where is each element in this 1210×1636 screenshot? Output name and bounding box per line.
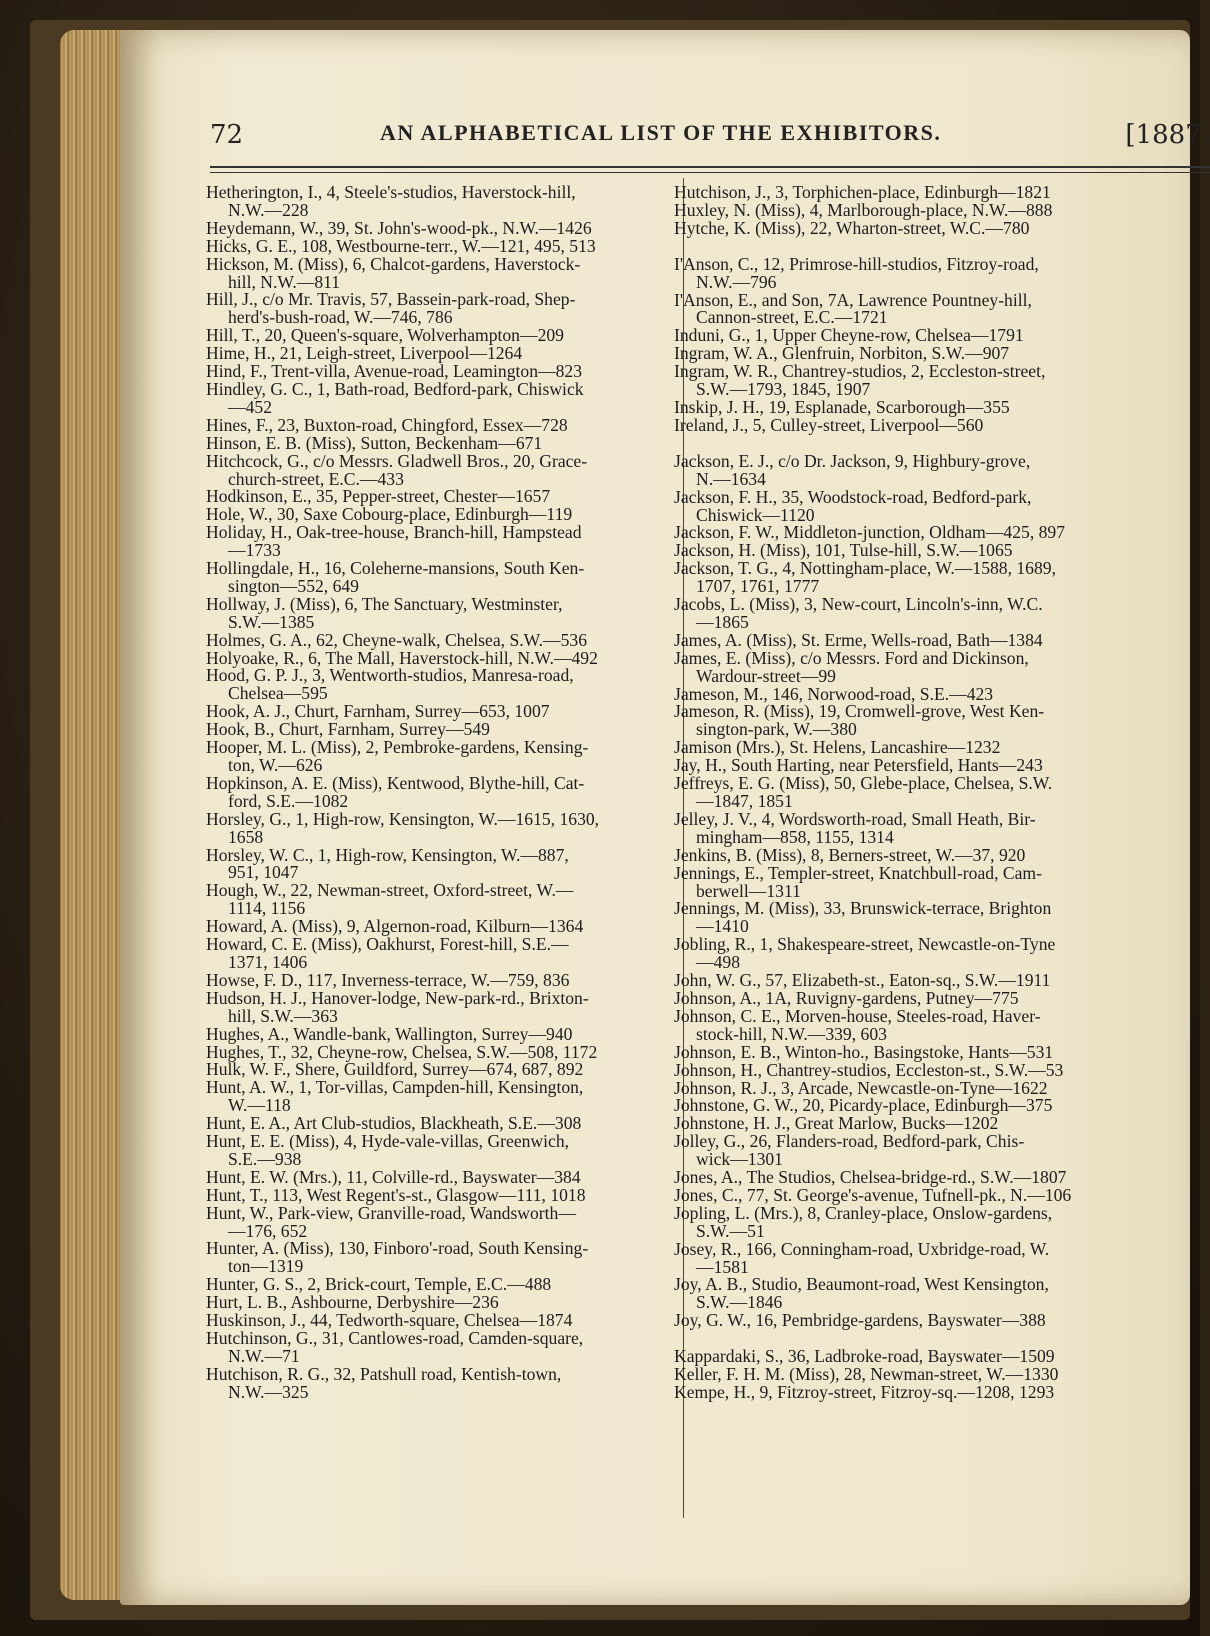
- exhibitor-entry: [206, 739, 672, 775]
- exhibitor-entry: [206, 987, 672, 1026]
- entry-line: Ingram, W. R., Chantrey-studios, 2, Eccleston-street,: [674, 361, 1046, 382]
- entry-continuation: S.E.—938: [228, 1148, 302, 1169]
- entry-continuation: N.W.—228: [228, 199, 309, 220]
- page-year: [1887.: [1125, 120, 1210, 150]
- entry-line: Hill, J., c/o Mr. Travis, 57, Bassein-park-road, Shep-: [206, 289, 576, 310]
- entry-continuation: stock-hill, N.W.—339, 603: [696, 1023, 887, 1044]
- entry-line: Johnson, H., Chantrey-studios, Eccleston-st., S.W.—53: [674, 1059, 1064, 1080]
- entry-line: Ireland, J., 5, Culley-street, Liverpool—560: [674, 414, 984, 435]
- exhibitor-entry: [674, 1312, 1152, 1330]
- entry-line: Hutchison, R. G., 32, Patshull road, Kentish-town,: [206, 1363, 562, 1384]
- entry-line: Hunt, W., Park-view, Granville-road, Wandsworth—: [206, 1202, 576, 1223]
- entry-line: Johnson, R. J., 3, Arcade, Newcastle-on-Tyne—1622: [674, 1077, 1048, 1098]
- entry-line: Hollingdale, H., 16, Coleherne-mansions, South Ken-: [206, 558, 585, 579]
- entry-line: Huxley, N. (Miss), 4, Marlborough-place, N.W.—888: [674, 199, 1053, 220]
- entry-line: Howard, A. (Miss), 9, Algernon-road, Kilburn—1364: [206, 916, 584, 937]
- exhibitor-entry: [674, 1041, 1152, 1062]
- exhibitor-entry: [206, 291, 672, 327]
- exhibitor-entry: [674, 1202, 1152, 1241]
- entry-line: Johnson, A., 1A, Ruvigny-gardens, Putney—775: [674, 987, 1019, 1008]
- entry-line: Induni, G., 1, Upper Cheyne-row, Chelsea—1791: [674, 325, 1024, 346]
- exhibitor-entry: [206, 629, 672, 650]
- entry-line: Jackson, F. H., 35, Woodstock-road, Bedford-park,: [674, 486, 1032, 507]
- right-column: [674, 184, 1152, 1402]
- entry-continuation: hill, S.W.—363: [228, 1005, 338, 1026]
- exhibitor-entry: [674, 1238, 1152, 1277]
- exhibitor-entry: [674, 936, 1152, 972]
- exhibitor-entry: [206, 414, 672, 435]
- entry-continuation: S.W.—1793, 1845, 1907: [696, 379, 871, 400]
- entry-continuation: sington-park, W.—380: [696, 719, 857, 740]
- exhibitor-entry: [674, 486, 1152, 525]
- entry-continuation: S.W.—1846: [696, 1292, 783, 1313]
- exhibitor-entry: [674, 900, 1152, 936]
- entry-line: Kappardaki, S., 36, Ladbroke-road, Bayswater—1509: [674, 1346, 1055, 1367]
- header-rule-thin: [210, 172, 1210, 173]
- entry-line: John, W. G., 57, Elizabeth-st., Eaton-sq., S.W.—1911: [674, 970, 1051, 991]
- entry-line: Hicks, G. E., 108, Westbourne-terr., W.—121, 495, 513: [206, 235, 596, 256]
- entry-line: Hulk, W. F., Shere, Guildford, Surrey—674, 687, 892: [206, 1059, 584, 1080]
- entry-continuation: wick—1301: [696, 1149, 783, 1170]
- exhibitor-entry: [206, 1023, 672, 1044]
- entry-continuation: Cannon-street, E.C.—1721: [696, 307, 888, 328]
- exhibitor-entry: [674, 1384, 1152, 1402]
- entry-continuation: church-street, E.C.—433: [228, 468, 404, 489]
- entry-line: Inskip, J. H., 19, Esplanade, Scarborough—355: [674, 396, 1010, 417]
- entry-line: Hunt, A. W., 1, Tor-villas, Campden-hill, Kensington,: [206, 1077, 584, 1098]
- entry-continuation: W.—118: [228, 1095, 291, 1116]
- entry-line: Jenkins, B. (Miss), 8, Berners-street, W.—37, 920: [674, 844, 1026, 865]
- entry-line: Ingram, W. A., Glenfruin, Norbiton, S.W.—907: [674, 343, 1010, 364]
- entry-continuation: —1581: [696, 1256, 749, 1277]
- exhibitor-entry: [206, 524, 672, 560]
- exhibitor-entry: [206, 378, 672, 417]
- entry-line: Johnstone, G. W., 20, Picardy-place, Edinburgh—375: [674, 1095, 1053, 1116]
- entry-line: Jeffreys, E. G. (Miss), 50, Glebe-place, Chelsea, S.W.: [674, 773, 1053, 794]
- entry-line: Hough, W., 22, Newman-street, Oxford-street, W.—: [206, 880, 574, 901]
- entry-line: Hudson, H. J., Hanover-lodge, New-park-rd., Brixton-: [206, 987, 589, 1008]
- entry-line: Jameson, M., 146, Norwood-road, S.E.—423: [674, 683, 994, 704]
- entry-line: Jolley, G., 26, Flanders-road, Bedford-park, Chis-: [674, 1131, 1025, 1152]
- entry-line: Horsley, W. C., 1, High-row, Kensington, W.—887,: [206, 844, 569, 865]
- printed-page: [120, 30, 1210, 1605]
- entry-continuation: Chiswick—1120: [696, 504, 815, 525]
- page-title: AN ALPHABETICAL LIST OF THE EXHIBITORS.: [380, 120, 942, 145]
- entry-line: Jones, A., The Studios, Chelsea-bridge-rd., S.W.—1807: [674, 1167, 1067, 1188]
- entry-line: Hunt, E. E. (Miss), 4, Hyde-vale-villas, Greenwich,: [206, 1131, 570, 1152]
- entry-continuation: —1733: [228, 540, 281, 561]
- entry-line: Joy, A. B., Studio, Beaumont-road, West Kensington,: [674, 1274, 1049, 1295]
- entry-continuation: berwell—1311: [696, 880, 801, 901]
- exhibitor-entry: [206, 253, 672, 292]
- entry-line: Hunt, E. W. (Mrs.), 11, Colville-rd., Bayswater—384: [206, 1166, 581, 1187]
- entry-line: Hughes, A., Wandle-bank, Wallington, Surrey—940: [206, 1023, 573, 1044]
- exhibitor-entry: [674, 703, 1152, 739]
- entry-continuation: ton, W.—626: [228, 755, 323, 775]
- entry-continuation: ton—1319: [228, 1256, 304, 1277]
- entry-continuation: 951, 1047: [228, 862, 299, 883]
- entry-line: Josey, R., 166, Conningham-road, Uxbridge-road, W.: [674, 1238, 1050, 1259]
- entry-continuation: S.W.—51: [696, 1220, 765, 1241]
- entry-line: Hood, G. P. J., 3, Wentworth-studios, Manresa-road,: [206, 665, 574, 686]
- exhibitor-entry: [206, 593, 672, 632]
- entry-line: Jackson, F. W., Middleton-junction, Oldham—425, 897: [674, 522, 1066, 543]
- entry-continuation: Wardour-street—99: [696, 665, 836, 686]
- entry-continuation: mingham—858, 1155, 1314: [696, 826, 894, 847]
- entry-line: Hunt, E. A., Art Club-studios, Blackheath, S.E.—308: [206, 1113, 582, 1134]
- entry-line: Hollway, J. (Miss), 6, The Sanctuary, Westminster,: [206, 593, 563, 614]
- entry-line: Holiday, H., Oak-tree-house, Branch-hill, Hampstead: [206, 522, 582, 543]
- entry-continuation: 1658: [228, 826, 264, 847]
- entry-line: Hinson, E. B. (Miss), Sutton, Beckenham—671: [206, 432, 543, 453]
- entry-continuation: N.—1634: [696, 468, 766, 489]
- exhibitor-entry: [674, 363, 1152, 399]
- entry-line: Howard, C. E. (Miss), Oakhurst, Forest-hill, S.E.—: [206, 934, 569, 955]
- exhibitor-entry: [206, 450, 672, 489]
- exhibitor-entry: [674, 844, 1152, 865]
- exhibitor-entry: [206, 1202, 672, 1241]
- entry-line: Keller, F. H. M. (Miss), 28, Newman-street, W.—1330: [674, 1364, 1059, 1385]
- entry-line: Hickson, M. (Miss), 6, Chalcot-gardens, Haverstock-: [206, 253, 581, 274]
- exhibitor-entry: [674, 217, 1152, 238]
- exhibitor-entry: [674, 1059, 1152, 1080]
- entry-line: Hill, T., 20, Queen's-square, Wolverhampton—209: [206, 325, 564, 346]
- entry-line: Holmes, G. A., 62, Cheyne-walk, Chelsea, S.W.—536: [206, 629, 587, 650]
- entry-line: Jackson, H. (Miss), 101, Tulse-hill, S.W.—1065: [674, 540, 1013, 561]
- entry-line: I'Anson, C., 12, Primrose-hill-studios, Fitzroy-road,: [674, 253, 1039, 274]
- page-header: [210, 120, 1210, 160]
- entry-line: Jelley, J. V., 4, Wordsworth-road, Small Heath, Bir-: [674, 808, 1036, 829]
- entry-line: Jackson, T. G., 4, Nottingham-place, W.—1588, 1689,: [674, 558, 1056, 579]
- exhibitor-entry: [674, 862, 1152, 901]
- exhibitor-entry: [674, 253, 1152, 292]
- entry-line: Johnson, C. E., Morven-house, Steeles-road, Haver-: [674, 1005, 1041, 1026]
- exhibitor-entry: [674, 1005, 1152, 1044]
- entry-line: Joy, G. W., 16, Pembridge-gardens, Bayswater—388: [674, 1310, 1046, 1331]
- entry-continuation: N.W.—71: [228, 1345, 300, 1366]
- exhibitor-entry: [206, 667, 672, 703]
- entry-continuation: sington—552, 649: [228, 575, 359, 596]
- entry-line: Jay, H., South Harting, near Petersfield, Hants—243: [674, 755, 1043, 776]
- entry-line: I'Anson, E., and Son, 7A, Lawrence Pountney-hill,: [674, 289, 1032, 310]
- entry-continuation: N.W.—796: [696, 271, 777, 292]
- entry-line: James, E. (Miss), c/o Messrs. Ford and Dickinson,: [674, 647, 1029, 668]
- entry-continuation: hill, N.W.—811: [228, 271, 341, 292]
- entry-continuation: —1410: [696, 916, 749, 937]
- entry-line: Jones, C., 77, St. George's-avenue, Tufnell-pk., N.—106: [674, 1184, 1072, 1205]
- entry-line: Hines, F., 23, Buxton-road, Chingford, Essex—728: [206, 414, 568, 435]
- exhibitor-entry: [206, 808, 672, 847]
- entry-continuation: —452: [228, 396, 272, 417]
- entry-continuation: —176, 652: [228, 1220, 308, 1241]
- exhibitor-entry: [674, 414, 1152, 435]
- entry-line: Johnstone, H. J., Great Marlow, Bucks—1202: [674, 1113, 999, 1134]
- exhibitor-entry: [674, 289, 1152, 328]
- entry-line: Hook, B., Churt, Farnham, Surrey—549: [206, 719, 490, 740]
- entry-continuation: 1707, 1761, 1777: [696, 576, 820, 597]
- exhibitor-entry: [674, 647, 1152, 686]
- entry-line: Hopkinson, A. E. (Miss), Kentwood, Blythe-hill, Cat-: [206, 772, 585, 793]
- entry-line: Huskinson, J., 44, Tedworth-square, Chelsea—1874: [206, 1310, 573, 1331]
- exhibitor-entry: [206, 1330, 672, 1366]
- entry-continuation: Chelsea—595: [228, 683, 328, 704]
- exhibitor-entry: [206, 844, 672, 883]
- entry-line: Hughes, T., 32, Cheyne-row, Chelsea, S.W.—508, 1172: [206, 1041, 598, 1062]
- entry-line: Hole, W., 30, Saxe Cobourg-place, Edinburgh—119: [206, 504, 573, 525]
- entry-line: Jamison (Mrs.), St. Helens, Lancashire—1232: [674, 737, 1001, 758]
- exhibitor-entry: [206, 882, 672, 918]
- entry-continuation: —1847, 1851: [696, 791, 793, 811]
- exhibitor-entry: [206, 1240, 672, 1276]
- entry-line: Horsley, G., 1, High-row, Kensington, W.—1615, 1630,: [206, 808, 600, 829]
- exhibitor-entry: [674, 560, 1152, 596]
- entry-continuation: S.W.—1385: [228, 611, 315, 632]
- exhibitor-entry: [206, 1079, 672, 1115]
- entry-line: Hunter, G. S., 2, Brick-court, Temple, E.C.—488: [206, 1274, 552, 1295]
- entry-continuation: ford, S.E.—1082: [228, 790, 349, 811]
- entry-line: Jacobs, L. (Miss), 3, New-court, Lincoln's-inn, W.C.: [674, 594, 1043, 615]
- entry-line: Hunter, A. (Miss), 130, Finboro'-road, South Kensing-: [206, 1238, 589, 1259]
- exhibitor-entry: [206, 1133, 672, 1169]
- entry-line: Holyoake, R., 6, The Mall, Haverstock-hill, N.W.—492: [206, 647, 598, 668]
- entry-continuation: herd's-bush-road, W.—746, 786: [228, 307, 453, 328]
- exhibitor-entry: [206, 1184, 672, 1205]
- left-column: [206, 184, 672, 1402]
- entry-line: Jobling, R., 1, Shakespeare-street, Newcastle-on-Tyne: [674, 934, 1056, 955]
- exhibitor-entry: [674, 808, 1152, 847]
- entry-line: Hutchison, J., 3, Torphichen-place, Edinburgh—1821: [674, 182, 1051, 202]
- entry-line: Jennings, E., Templer-street, Knatchbull-road, Cam-: [674, 862, 1042, 883]
- exhibitor-entry: [206, 184, 672, 220]
- exhibitor-entry: [674, 1276, 1152, 1312]
- entry-continuation: 1114, 1156: [228, 898, 306, 919]
- entry-line: Heydemann, W., 39, St. John's-wood-pk., N.W.—1426: [206, 217, 592, 238]
- entry-line: Hooper, M. L. (Miss), 2, Pembroke-gardens, Kensing-: [206, 737, 589, 758]
- header-rule-thick: [210, 166, 1210, 168]
- exhibitor-entry: [206, 432, 672, 453]
- entry-line: Hime, H., 21, Leigh-street, Liverpool—1264: [206, 343, 523, 364]
- entry-line: Johnson, E. B., Winton-ho., Basingstoke, Hants—531: [674, 1041, 1054, 1062]
- entry-line: Hytche, K. (Miss), 22, Wharton-street, W.C.—780: [674, 217, 1030, 238]
- entry-line: Hunt, T., 113, West Regent's-st., Glasgow—111, 1018: [206, 1184, 586, 1205]
- entry-line: James, A. (Miss), St. Erme, Wells-road, Bath—1384: [674, 629, 1043, 650]
- entry-continuation: 1371, 1406: [228, 951, 308, 972]
- exhibitor-entry: [206, 235, 672, 256]
- entry-line: Hetherington, I., 4, Steele's-studios, Haverstock-hill,: [206, 182, 576, 202]
- entry-line: Jennings, M. (Miss), 33, Brunswick-terrace, Brighton: [674, 898, 1052, 919]
- entry-line: Hook, A. J., Churt, Farnham, Surrey—653, 1007: [206, 701, 550, 722]
- exhibitor-entry: [206, 772, 672, 811]
- entry-continuation: —1865: [696, 611, 749, 632]
- entry-line: Hindley, G. C., 1, Bath-road, Bedford-park, Chiswick: [206, 378, 584, 399]
- exhibitor-entry: [674, 596, 1152, 632]
- exhibitor-entry: [206, 560, 672, 596]
- exhibitor-entry: [206, 1363, 672, 1402]
- entry-continuation: N.W.—325: [228, 1381, 309, 1402]
- exhibitor-entry: [674, 450, 1152, 489]
- entry-line: Hodkinson, E., 35, Pepper-street, Chester—1657: [206, 486, 551, 507]
- exhibitor-entry: [674, 1133, 1152, 1169]
- entry-line: Hutchinson, G., 31, Cantlowes-road, Camden-square,: [206, 1328, 584, 1348]
- entry-line: Kempe, H., 9, Fitzroy-street, Fitzroy-sq.—1208, 1293: [674, 1382, 1055, 1402]
- exhibitor-entry: [206, 936, 672, 972]
- entry-line: Hind, F., Trent-villa, Avenue-road, Leamington—823: [206, 361, 582, 382]
- entry-line: Jameson, R. (Miss), 19, Cromwell-grove, West Ken-: [674, 701, 1045, 722]
- entry-line: Jackson, E. J., c/o Dr. Jackson, 9, Highbury-grove,: [674, 450, 1031, 471]
- entry-line: Jopling, L. (Mrs.), 8, Cranley-place, Onslow-gardens,: [674, 1202, 1053, 1223]
- exhibitor-entry: [674, 775, 1152, 811]
- entry-line: Hitchcock, G., c/o Messrs. Gladwell Bros., 20, Grace-: [206, 450, 588, 471]
- entry-line: Hurt, L. B., Ashbourne, Derbyshire—236: [206, 1292, 499, 1313]
- entry-continuation: —498: [696, 952, 740, 973]
- page-number: 72: [210, 120, 244, 150]
- entry-line: Howse, F. D., 117, Inverness-terrace, W.—759, 836: [206, 969, 570, 990]
